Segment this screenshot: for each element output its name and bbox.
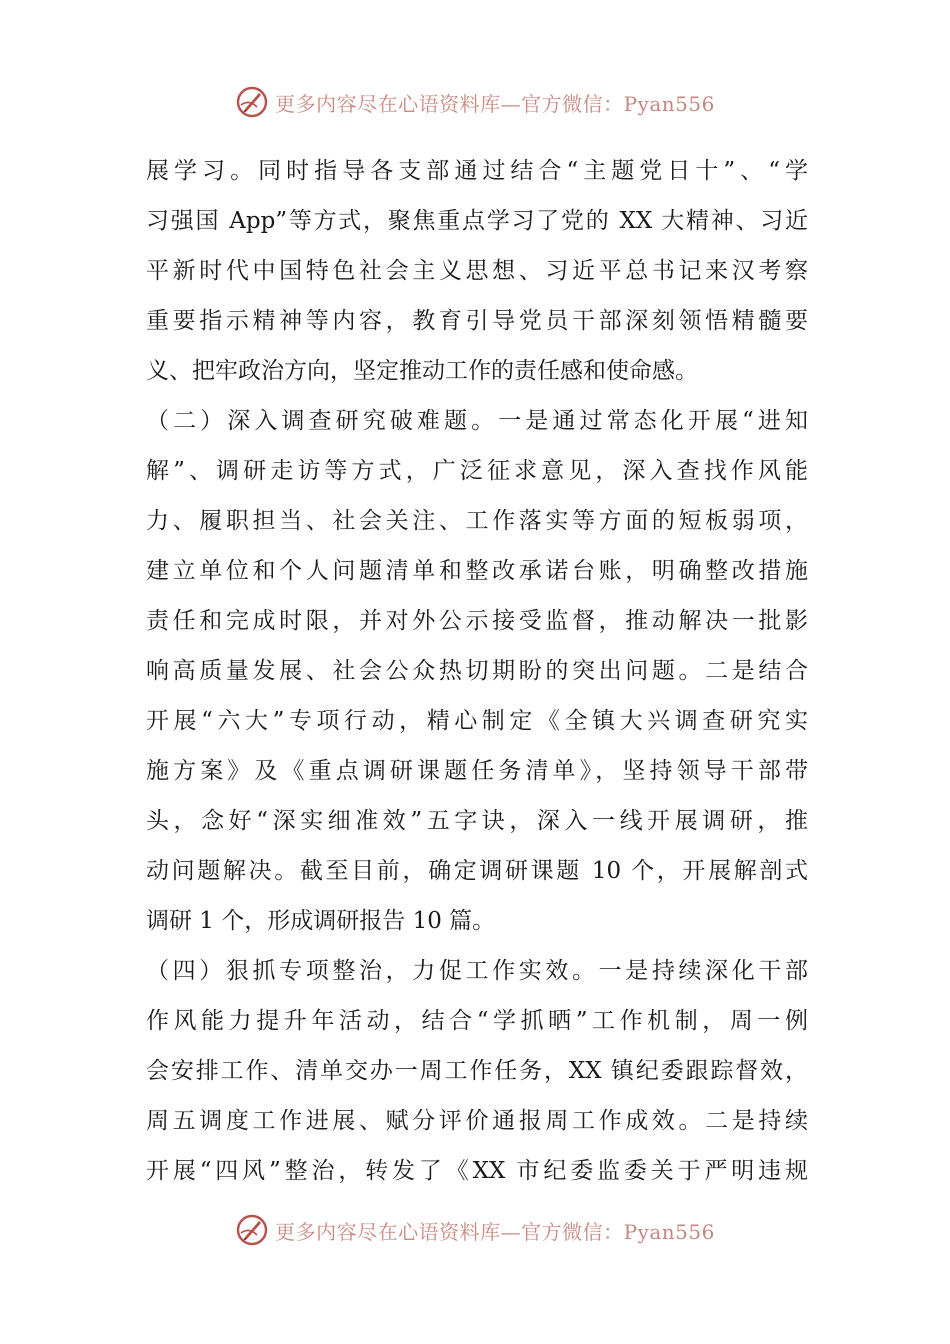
text-line: 周五调度工作进展、赋分评价通报周工作成效。二是持续	[146, 1108, 808, 1134]
header-watermark-banner	[0, 80, 950, 124]
text-line: （二）深入调查研究破难题。一是通过常态化开展“进知	[146, 408, 808, 434]
text-line: 责任和完成时限，并对外公示接受监督，推动解决一批影	[146, 608, 808, 634]
text-line: 会安排工作、清单交办一周工作任务，XX 镇纪委跟踪督效，	[146, 1058, 808, 1084]
header-watermark-text: 更多内容尽在心语资料库—官方微信：Pyan556	[275, 91, 715, 116]
footer-watermark-banner	[0, 1208, 950, 1252]
text-line: 平新时代中国特色社会主义思想、习近平总书记来汉考察	[146, 258, 808, 284]
document-body	[146, 146, 808, 1196]
text-line: 重要指示精神等内容，教育引导党员干部深刻领悟精髓要	[146, 308, 808, 334]
text-line: （四）狠抓专项整治，力促工作实效。一是持续深化干部	[146, 958, 808, 984]
pen-logo-icon	[235, 85, 269, 119]
text-line: 开展“四风”整治，转发了《XX 市纪委监委关于严明违规	[146, 1158, 808, 1184]
text-line: 作风能力提升年活动，结合“学抓晒”工作机制，周一例	[146, 1008, 808, 1034]
text-line: 响高质量发展、社会公众热切期盼的突出问题。二是结合	[146, 658, 808, 684]
text-line: 解”、调研走访等方式，广泛征求意见，深入查找作风能	[146, 458, 808, 484]
text-line: 调研 1 个，形成调研报告 10 篇。	[146, 908, 496, 934]
text-line: 头，念好“深实细准效”五字诀，深入一线开展调研，推	[146, 808, 808, 834]
text-line: 施方案》及《重点调研课题任务清单》，坚持领导干部带	[146, 758, 808, 784]
text-line: 动问题解决。截至目前，确定调研课题 10 个，开展解剖式	[146, 858, 808, 884]
text-line: 力、履职担当、社会关注、工作落实等方面的短板弱项，	[146, 508, 808, 534]
pen-logo-icon	[235, 1213, 269, 1247]
text-line: 建立单位和个人问题清单和整改承诺台账，明确整改措施	[146, 558, 808, 584]
footer-watermark-text: 更多内容尽在心语资料库—官方微信：Pyan556	[275, 1219, 715, 1244]
text-line: 义、把牢政治方向，坚定推动工作的责任感和使命感。	[146, 358, 698, 384]
text-line: 习强国 App”等方式，聚焦重点学习了党的 XX 大精神、习近	[146, 208, 808, 234]
text-line: 开展“六大”专项行动，精心制定《全镇大兴调查研究实	[146, 708, 808, 734]
text-line: 展学习。同时指导各支部通过结合“主题党日十”、“学	[146, 158, 808, 184]
